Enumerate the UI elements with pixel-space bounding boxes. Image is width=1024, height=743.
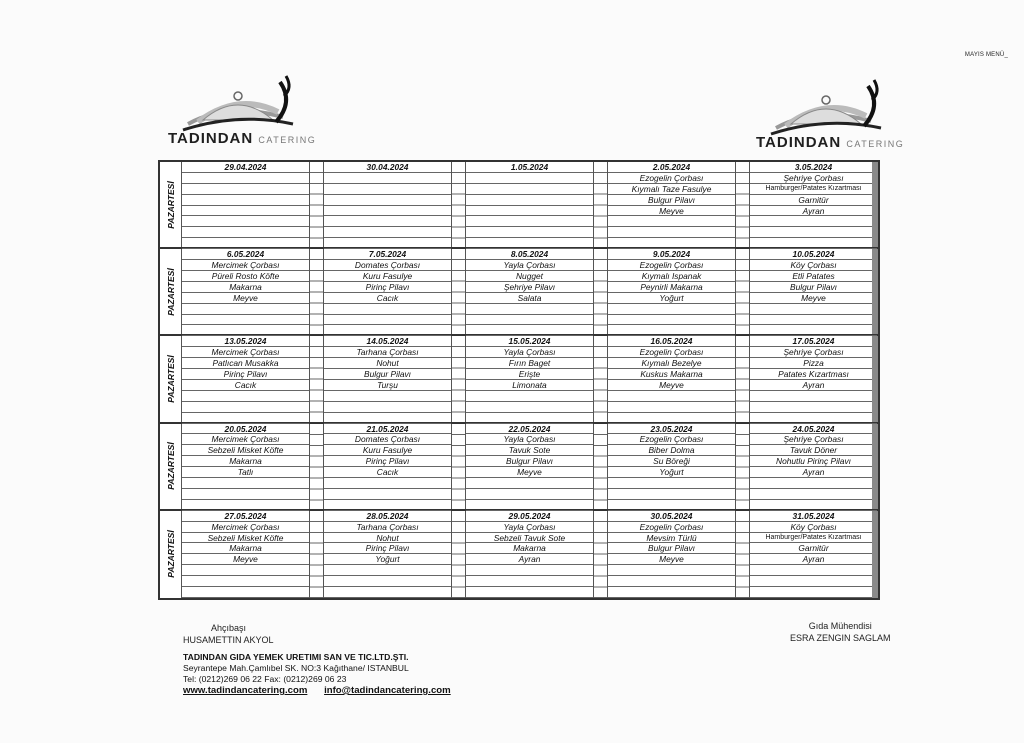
spacer-column — [452, 511, 466, 598]
empty-row — [324, 391, 451, 402]
spacer-column — [452, 162, 466, 247]
menu-item: Patlıcan Musakka — [182, 358, 309, 369]
menu-day — [608, 249, 736, 334]
menu-item: Meyve — [182, 554, 309, 565]
menu-item: Domates Çorbası — [324, 260, 451, 271]
empty-row — [182, 195, 309, 206]
empty-row — [324, 478, 451, 489]
right-border-strip — [872, 249, 878, 334]
menu-item: Bulgur Pilavı — [608, 195, 735, 206]
brand-wordmark: TADINDAN CATERING — [168, 130, 317, 147]
menu-item: Makarna — [182, 456, 309, 467]
weekday-label: PAZARTESİ — [165, 442, 176, 490]
menu-day — [750, 511, 878, 598]
spacer-column — [736, 424, 750, 509]
menu-week — [160, 424, 878, 511]
empty-row — [182, 565, 309, 576]
menu-day — [182, 162, 310, 247]
empty-row — [324, 304, 451, 315]
menu-date: 8.05.2024 — [466, 249, 593, 260]
menu-item: Kuru Fasulye — [324, 271, 451, 282]
empty-row — [182, 206, 309, 217]
menu-day — [750, 336, 878, 421]
menu-date: 23.05.2024 — [608, 424, 735, 435]
signature-left — [183, 622, 274, 646]
menu-item: Ayran — [750, 467, 877, 478]
empty-row — [750, 325, 877, 336]
spacer-column — [452, 249, 466, 334]
spacer-column — [594, 336, 608, 421]
empty-row — [608, 576, 735, 587]
menu-item: Salata — [466, 293, 593, 304]
company-address: Seyrantepe Mah.Çamlıbel SK. NO:3 Kağıthane/ ISTANBUL — [183, 663, 409, 673]
empty-row — [466, 565, 593, 576]
menu-item: Yoğurt — [324, 554, 451, 565]
empty-row — [466, 173, 593, 184]
menu-date: 28.05.2024 — [324, 511, 451, 522]
menu-item: Şehriye Çorbası — [750, 347, 877, 358]
menu-date: 30.05.2024 — [608, 511, 735, 522]
menu-item: Kıymalı Ispanak — [608, 271, 735, 282]
empty-row — [182, 238, 309, 249]
menu-day — [324, 511, 452, 598]
menu-item: Meyve — [608, 206, 735, 217]
menu-date: 14.05.2024 — [324, 336, 451, 347]
empty-row — [608, 227, 735, 238]
menu-item: Biber Dolma — [608, 445, 735, 456]
empty-row — [750, 402, 877, 413]
empty-row — [324, 325, 451, 336]
company-name: TADINDAN GIDA YEMEK URETIMI SAN VE TIC.LTD.ŞTI. — [183, 652, 409, 662]
menu-date: 22.05.2024 — [466, 424, 593, 435]
menu-item: Cacık — [182, 380, 309, 391]
menu-date: 15.05.2024 — [466, 336, 593, 347]
empty-row — [466, 315, 593, 326]
empty-row — [750, 227, 877, 238]
empty-row — [608, 238, 735, 249]
spacer-column — [736, 336, 750, 421]
empty-row — [324, 315, 451, 326]
menu-item: Ezogelin Çorbası — [608, 347, 735, 358]
spacer-column — [452, 424, 466, 509]
brand-logo-right — [756, 76, 926, 156]
menu-item: Yayla Çorbası — [466, 347, 593, 358]
menu-item: Limonata — [466, 380, 593, 391]
menu-item: Yoğurt — [608, 293, 735, 304]
empty-row — [182, 173, 309, 184]
menu-day — [466, 336, 594, 421]
menu-item: Kıymalı Taze Fasulye — [608, 184, 735, 195]
menu-item: Püreli Rosto Köfte — [182, 271, 309, 282]
empty-row — [750, 500, 877, 511]
menu-date: 13.05.2024 — [182, 336, 309, 347]
menu-date: 24.05.2024 — [750, 424, 877, 435]
menu-item: Pirinç Pilavı — [324, 282, 451, 293]
menu-date: 9.05.2024 — [608, 249, 735, 260]
menu-item: Yayla Çorbası — [466, 522, 593, 533]
menu-item: Tarhana Çorbası — [324, 347, 451, 358]
spacer-column — [736, 249, 750, 334]
menu-day — [608, 424, 736, 509]
empty-row — [466, 489, 593, 500]
empty-row — [608, 489, 735, 500]
menu-date: 7.05.2024 — [324, 249, 451, 260]
brand-logo-left — [168, 72, 338, 152]
menu-date: 20.05.2024 — [182, 424, 309, 435]
empty-row — [466, 195, 593, 206]
spacer-column — [310, 424, 324, 509]
empty-row — [182, 304, 309, 315]
empty-row — [182, 391, 309, 402]
menu-item: Turşu — [324, 380, 451, 391]
menu-item: Mercimek Çorbası — [182, 260, 309, 271]
menu-item: Şehriye Pilavı — [466, 282, 593, 293]
menu-day — [608, 336, 736, 421]
empty-row — [608, 391, 735, 402]
menu-day — [182, 424, 310, 509]
menu-item: Mevsim Türlü — [608, 533, 735, 544]
weekday-label-strip — [160, 249, 182, 334]
right-border-strip — [872, 162, 878, 247]
empty-row — [750, 489, 877, 500]
cloche-icon — [168, 72, 338, 134]
spacer-column — [594, 162, 608, 247]
menu-item: Erişte — [466, 369, 593, 380]
empty-row — [466, 206, 593, 217]
menu-day — [750, 162, 878, 247]
empty-row — [324, 184, 451, 195]
menu-day — [750, 249, 878, 334]
empty-row — [608, 315, 735, 326]
empty-row — [324, 216, 451, 227]
menu-item: Meyve — [608, 554, 735, 565]
monthly-menu-table — [158, 160, 880, 600]
menu-week — [160, 162, 878, 249]
empty-row — [324, 238, 451, 249]
menu-item: Cacık — [324, 293, 451, 304]
empty-row — [324, 402, 451, 413]
menu-item: Hamburger/Patates Kızartması — [750, 184, 877, 195]
menu-day — [324, 336, 452, 421]
menu-item: Nohut — [324, 533, 451, 544]
menu-day — [750, 424, 878, 509]
menu-item: Ayran — [750, 554, 877, 565]
empty-row — [324, 195, 451, 206]
weekday-label-strip — [160, 424, 182, 509]
menu-item: Kuru Fasulye — [324, 445, 451, 456]
menu-item: Mercimek Çorbası — [182, 347, 309, 358]
menu-item: Bulgur Pilavı — [608, 543, 735, 554]
empty-row — [608, 325, 735, 336]
empty-row — [182, 587, 309, 598]
cloche-icon — [756, 76, 926, 138]
empty-row — [182, 184, 309, 195]
menu-item: Sebzeli Misket Köfte — [182, 445, 309, 456]
menu-date: 21.05.2024 — [324, 424, 451, 435]
empty-row — [466, 325, 593, 336]
menu-day — [466, 162, 594, 247]
menu-item: Kuskus Makarna — [608, 369, 735, 380]
weekday-label: PAZARTESİ — [165, 180, 176, 229]
empty-row — [466, 587, 593, 598]
menu-item: Nohut — [324, 358, 451, 369]
menu-date: 29.05.2024 — [466, 511, 593, 522]
spacer-column — [310, 336, 324, 421]
empty-row — [466, 238, 593, 249]
empty-row — [750, 391, 877, 402]
empty-row — [466, 227, 593, 238]
empty-row — [750, 413, 877, 424]
menu-day — [324, 424, 452, 509]
empty-row — [324, 489, 451, 500]
empty-row — [608, 478, 735, 489]
menu-date: 1.05.2024 — [466, 162, 593, 173]
empty-row — [324, 206, 451, 217]
spacer-column — [736, 511, 750, 598]
menu-item: Bulgur Pilavı — [466, 456, 593, 467]
menu-item: Nohutlu Pirinç Pilavı — [750, 456, 877, 467]
menu-item: Ezogelin Çorbası — [608, 260, 735, 271]
empty-row — [182, 402, 309, 413]
signature-right — [790, 620, 891, 644]
empty-row — [608, 216, 735, 227]
menu-date: 6.05.2024 — [182, 249, 309, 260]
menu-item: Şehriye Çorbası — [750, 173, 877, 184]
right-border-strip — [872, 511, 878, 598]
menu-item: Meyve — [466, 467, 593, 478]
empty-row — [324, 413, 451, 424]
menu-date: 29.04.2024 — [182, 162, 309, 173]
menu-item: Tavuk Döner — [750, 445, 877, 456]
empty-row — [324, 227, 451, 238]
menu-day — [466, 249, 594, 334]
menu-date: 31.05.2024 — [750, 511, 877, 522]
weekday-label-strip — [160, 511, 182, 598]
empty-row — [466, 216, 593, 227]
empty-row — [750, 565, 877, 576]
empty-row — [466, 500, 593, 511]
empty-row — [608, 304, 735, 315]
menu-day — [182, 336, 310, 421]
empty-row — [182, 315, 309, 326]
signature-name: ESRA ZENGIN SAGLAM — [790, 633, 891, 643]
menu-item: Fırın Baget — [466, 358, 593, 369]
spacer-column — [452, 336, 466, 421]
empty-row — [750, 304, 877, 315]
menu-day — [182, 249, 310, 334]
menu-item: Domates Çorbası — [324, 434, 451, 445]
menu-item: Kıymalı Bezelye — [608, 358, 735, 369]
menu-date: 27.05.2024 — [182, 511, 309, 522]
menu-item: Tatlı — [182, 467, 309, 478]
menu-item: Makarna — [466, 543, 593, 554]
menu-day — [324, 249, 452, 334]
company-info — [183, 652, 465, 696]
empty-row — [608, 587, 735, 598]
menu-item: Ezogelin Çorbası — [608, 522, 735, 533]
empty-row — [750, 478, 877, 489]
menu-day — [466, 511, 594, 598]
empty-row — [324, 500, 451, 511]
empty-row — [608, 413, 735, 424]
empty-row — [608, 402, 735, 413]
empty-row — [182, 216, 309, 227]
empty-row — [466, 413, 593, 424]
weekday-label-strip — [160, 336, 182, 421]
empty-row — [750, 576, 877, 587]
menu-day — [466, 424, 594, 509]
menu-item: Şehriye Çorbası — [750, 434, 877, 445]
empty-row — [182, 413, 309, 424]
empty-row — [466, 391, 593, 402]
right-border-strip — [872, 336, 878, 421]
weekday-label: PAZARTESİ — [165, 530, 176, 579]
spacer-column — [594, 249, 608, 334]
menu-item: Tavuk Sote — [466, 445, 593, 456]
empty-row — [466, 576, 593, 587]
empty-row — [466, 304, 593, 315]
empty-row — [750, 238, 877, 249]
empty-row — [182, 576, 309, 587]
signature-role: Ahçıbaşı — [211, 623, 247, 633]
spacer-column — [310, 249, 324, 334]
weekday-label: PAZARTESİ — [165, 268, 176, 316]
menu-item: Su Böreği — [608, 456, 735, 467]
menu-day — [608, 162, 736, 247]
menu-item: Makarna — [182, 282, 309, 293]
menu-item: Yoğurt — [608, 467, 735, 478]
empty-row — [324, 587, 451, 598]
menu-item: Pirinç Pilavı — [324, 543, 451, 554]
menu-item: Bulgur Pilavı — [324, 369, 451, 380]
weekday-label: PAZARTESİ — [165, 355, 176, 403]
spacer-column — [736, 162, 750, 247]
menu-week — [160, 249, 878, 336]
empty-row — [750, 587, 877, 598]
email-link[interactable]: info@tadindancatering.com — [324, 685, 451, 696]
menu-item: Mercimek Çorbası — [182, 522, 309, 533]
empty-row — [182, 500, 309, 511]
menu-day — [324, 162, 452, 247]
menu-item: Peynirli Makarna — [608, 282, 735, 293]
empty-row — [608, 500, 735, 511]
menu-date: 30.04.2024 — [324, 162, 451, 173]
menu-item: Meyve — [608, 380, 735, 391]
empty-row — [608, 565, 735, 576]
menu-item: Köy Çorbası — [750, 260, 877, 271]
spacer-column — [594, 511, 608, 598]
menu-item: Garnitür — [750, 195, 877, 206]
signature-role: Gıda Mühendisi — [808, 621, 872, 631]
empty-row — [466, 402, 593, 413]
empty-row — [182, 489, 309, 500]
menu-item: Köy Çorbası — [750, 522, 877, 533]
empty-row — [324, 576, 451, 587]
menu-item: Pizza — [750, 358, 877, 369]
empty-row — [466, 478, 593, 489]
menu-day — [608, 511, 736, 598]
menu-item: Sebzeli Tavuk Sote — [466, 533, 593, 544]
menu-date: 17.05.2024 — [750, 336, 877, 347]
spacer-column — [594, 424, 608, 509]
menu-item: Hamburger/Patates Kızartması — [750, 533, 877, 544]
menu-week — [160, 336, 878, 423]
menu-item: Patates Kızartması — [750, 369, 877, 380]
menu-item: Tarhana Çorbası — [324, 522, 451, 533]
menu-date: 16.05.2024 — [608, 336, 735, 347]
corner-label: MAYIS MENÜ_ — [964, 52, 1008, 58]
empty-row — [750, 216, 877, 227]
empty-row — [182, 227, 309, 238]
menu-date: 3.05.2024 — [750, 162, 877, 173]
menu-date: 10.05.2024 — [750, 249, 877, 260]
empty-row — [750, 315, 877, 326]
company-phone: Tel: (0212)269 06 22 Fax: (0212)269 06 23 — [183, 674, 347, 684]
menu-day — [182, 511, 310, 598]
menu-item: Cacık — [324, 467, 451, 478]
menu-item: Makarna — [182, 543, 309, 554]
menu-item: Yayla Çorbası — [466, 260, 593, 271]
menu-item: Pirinç Pilavı — [182, 369, 309, 380]
brand-wordmark: TADINDAN CATERING — [756, 134, 905, 151]
menu-item: Yayla Çorbası — [466, 434, 593, 445]
weekday-label-strip — [160, 162, 182, 247]
menu-item: Ezogelin Çorbası — [608, 434, 735, 445]
menu-item: Etli Patates — [750, 271, 877, 282]
menu-date: 2.05.2024 — [608, 162, 735, 173]
menu-item: Ayran — [750, 380, 877, 391]
menu-item: Pirinç Pilavı — [324, 456, 451, 467]
empty-row — [324, 173, 451, 184]
empty-row — [182, 478, 309, 489]
spacer-column — [310, 162, 324, 247]
empty-row — [324, 565, 451, 576]
menu-item: Ayran — [466, 554, 593, 565]
menu-item: Bulgur Pilavı — [750, 282, 877, 293]
menu-item: Nugget — [466, 271, 593, 282]
website-link[interactable]: www.tadindancatering.com — [183, 685, 308, 696]
menu-item: Meyve — [750, 293, 877, 304]
menu-item: Ayran — [750, 206, 877, 217]
menu-item: Mercimek Çorbası — [182, 434, 309, 445]
menu-item: Garnitür — [750, 543, 877, 554]
menu-week — [160, 511, 878, 598]
spacer-column — [310, 511, 324, 598]
menu-item: Meyve — [182, 293, 309, 304]
empty-row — [466, 184, 593, 195]
menu-item: Sebzeli Misket Köfte — [182, 533, 309, 544]
empty-row — [182, 325, 309, 336]
right-border-strip — [872, 424, 878, 509]
signature-name: HUSAMETTIN AKYOL — [183, 635, 274, 645]
menu-item: Ezogelin Çorbası — [608, 173, 735, 184]
